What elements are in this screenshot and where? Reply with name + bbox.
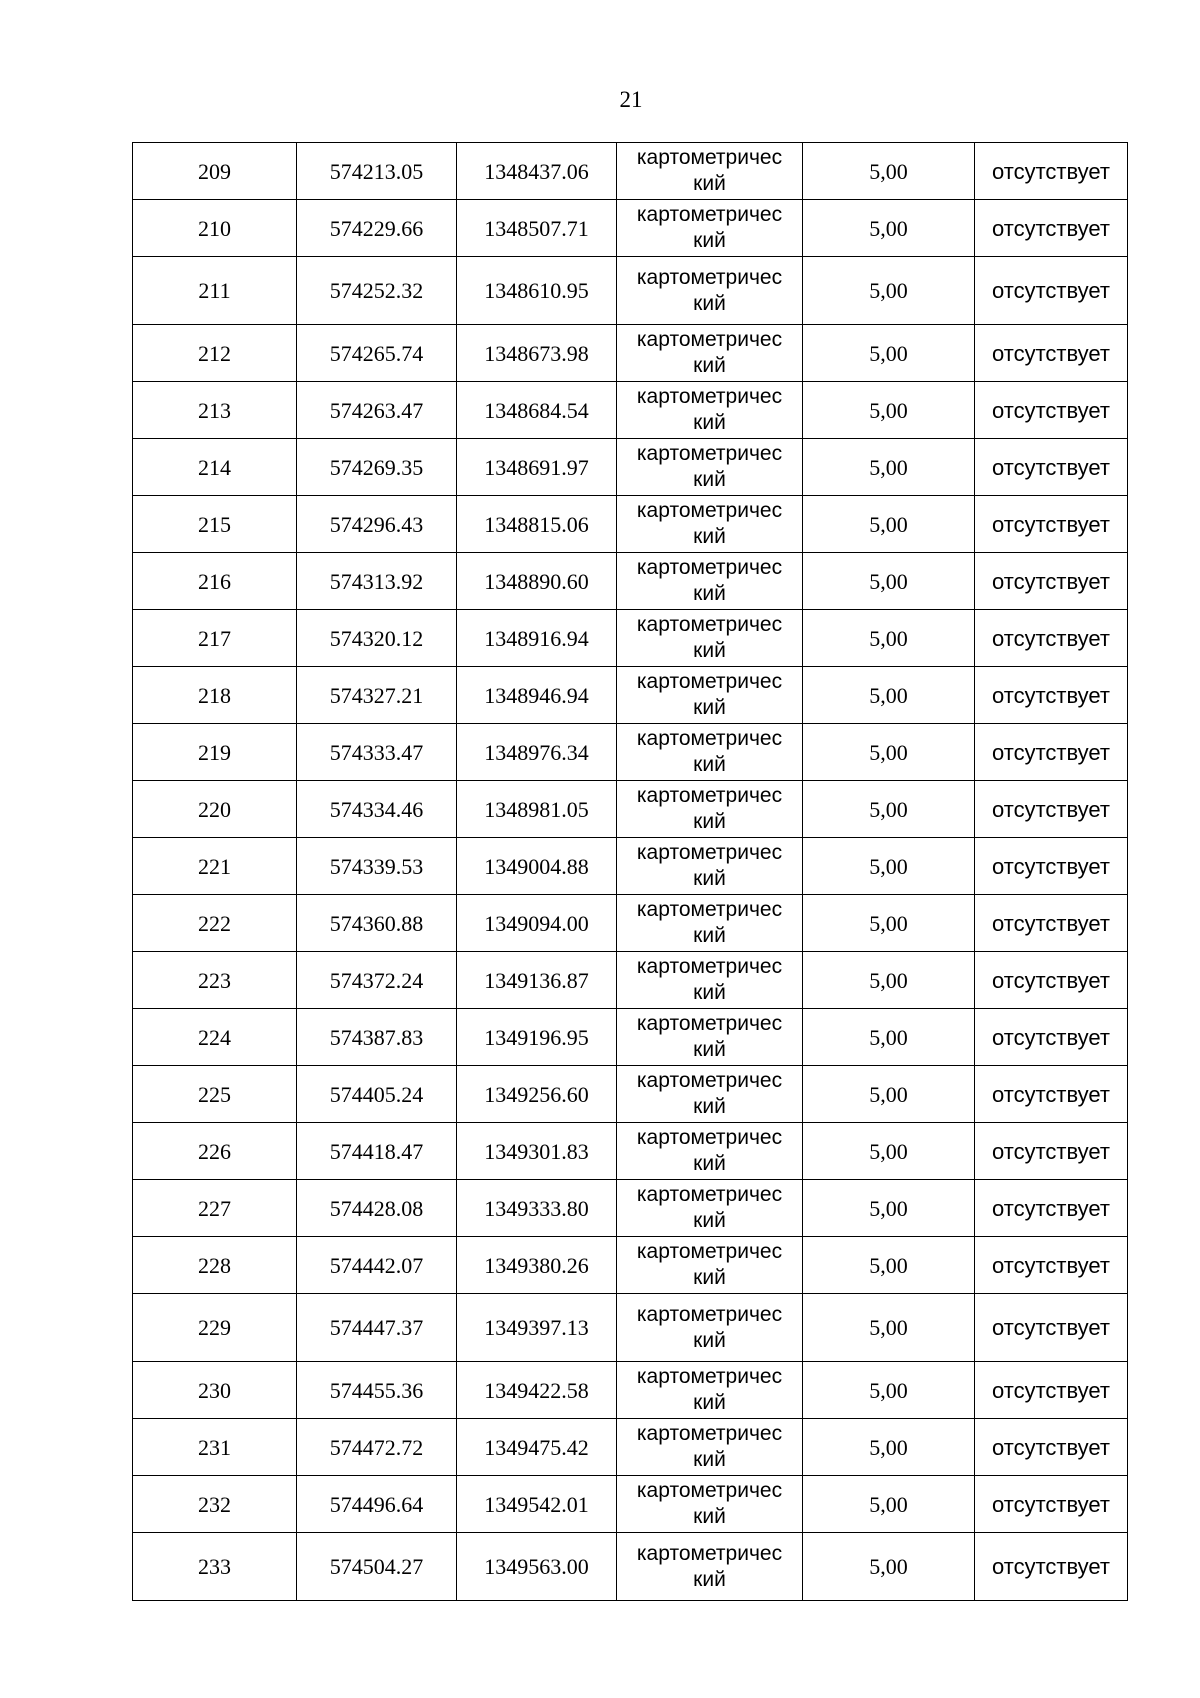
table-row <box>133 1533 1128 1601</box>
point-number-cell: 225 <box>133 1066 297 1123</box>
method-cell <box>617 439 803 496</box>
method-line-1: картометричес <box>636 328 783 351</box>
description-cell: отсутствует <box>975 1362 1128 1419</box>
coord-x-cell: 574269.35 <box>297 439 457 496</box>
method-cell <box>617 1180 803 1237</box>
point-number-cell: 230 <box>133 1362 297 1419</box>
accuracy-cell: 5,00 <box>803 553 975 610</box>
method-cell <box>617 1066 803 1123</box>
method-line-2: кий <box>693 1095 726 1118</box>
coord-y-cell: 1348815.06 <box>457 496 617 553</box>
method-line-1: картометричес <box>636 203 783 226</box>
point-number-cell: 219 <box>133 724 297 781</box>
method-cell <box>617 325 803 382</box>
method-line-2: кий <box>693 229 726 252</box>
point-number-cell: 226 <box>133 1123 297 1180</box>
method-line-2: кий <box>693 354 726 377</box>
method-line-2: кий <box>693 1209 726 1232</box>
accuracy-cell: 5,00 <box>803 895 975 952</box>
coord-x-cell: 574447.37 <box>297 1294 457 1362</box>
description-cell: отсутствует <box>975 838 1128 895</box>
method-line-2: кий <box>693 981 726 1004</box>
description-cell: отсутствует <box>975 895 1128 952</box>
method-line-1: картометричес <box>636 1302 783 1326</box>
method-line-1: картометричес <box>636 898 783 921</box>
method-cell <box>617 553 803 610</box>
accuracy-cell: 5,00 <box>803 781 975 838</box>
point-number-cell: 215 <box>133 496 297 553</box>
coord-x-cell: 574504.27 <box>297 1533 457 1601</box>
method-line-2: кий <box>693 1391 726 1414</box>
coord-x-cell: 574229.66 <box>297 200 457 257</box>
coord-y-cell: 1348684.54 <box>457 382 617 439</box>
table-row <box>133 1419 1128 1476</box>
accuracy-cell: 5,00 <box>803 382 975 439</box>
coord-x-cell: 574418.47 <box>297 1123 457 1180</box>
method-cell <box>617 200 803 257</box>
coord-y-cell: 1349422.58 <box>457 1362 617 1419</box>
description-cell: отсутствует <box>975 496 1128 553</box>
method-line-2: кий <box>693 525 726 548</box>
accuracy-cell: 5,00 <box>803 1123 975 1180</box>
coord-x-cell: 574428.08 <box>297 1180 457 1237</box>
coordinates-table-body <box>133 143 1128 1601</box>
point-number-cell: 214 <box>133 439 297 496</box>
coord-x-cell: 574405.24 <box>297 1066 457 1123</box>
coord-y-cell: 1348691.97 <box>457 439 617 496</box>
point-number-cell: 222 <box>133 895 297 952</box>
coord-y-cell: 1349136.87 <box>457 952 617 1009</box>
coordinates-table <box>132 142 1128 1601</box>
coord-x-cell: 574320.12 <box>297 610 457 667</box>
table-row <box>133 781 1128 838</box>
method-cell <box>617 667 803 724</box>
coord-x-cell: 574333.47 <box>297 724 457 781</box>
method-line-1: картометричес <box>636 1240 783 1263</box>
coord-y-cell: 1348976.34 <box>457 724 617 781</box>
method-line-1: картометричес <box>636 1365 783 1388</box>
accuracy-cell: 5,00 <box>803 496 975 553</box>
coord-y-cell: 1349301.83 <box>457 1123 617 1180</box>
accuracy-cell: 5,00 <box>803 724 975 781</box>
method-line-1: картометричес <box>636 841 783 864</box>
table-row <box>133 553 1128 610</box>
table-row <box>133 1237 1128 1294</box>
table-row <box>133 143 1128 200</box>
description-cell: отсутствует <box>975 1237 1128 1294</box>
accuracy-cell: 5,00 <box>803 1294 975 1362</box>
method-line-2: кий <box>693 1328 726 1352</box>
coord-x-cell: 574252.32 <box>297 257 457 325</box>
coord-y-cell: 1349475.42 <box>457 1419 617 1476</box>
accuracy-cell: 5,00 <box>803 143 975 200</box>
point-number-cell: 216 <box>133 553 297 610</box>
method-cell <box>617 496 803 553</box>
method-line-2: кий <box>693 810 726 833</box>
description-cell: отсутствует <box>975 1294 1128 1362</box>
coord-y-cell: 1349094.00 <box>457 895 617 952</box>
method-line-1: картометричес <box>636 265 783 289</box>
accuracy-cell: 5,00 <box>803 200 975 257</box>
description-cell: отсутствует <box>975 667 1128 724</box>
accuracy-cell: 5,00 <box>803 325 975 382</box>
coord-y-cell: 1349333.80 <box>457 1180 617 1237</box>
description-cell: отсутствует <box>975 781 1128 838</box>
method-cell <box>617 1476 803 1533</box>
coord-y-cell: 1349256.60 <box>457 1066 617 1123</box>
coord-y-cell: 1349196.95 <box>457 1009 617 1066</box>
coord-y-cell: 1348916.94 <box>457 610 617 667</box>
accuracy-cell: 5,00 <box>803 667 975 724</box>
accuracy-cell: 5,00 <box>803 1237 975 1294</box>
description-cell: отсутствует <box>975 1533 1128 1601</box>
method-cell <box>617 1533 803 1601</box>
coord-x-cell: 574372.24 <box>297 952 457 1009</box>
description-cell: отсутствует <box>975 200 1128 257</box>
description-cell: отсутствует <box>975 1066 1128 1123</box>
method-line-2: кий <box>693 1152 726 1175</box>
method-line-2: кий <box>693 753 726 776</box>
table-row <box>133 667 1128 724</box>
method-line-1: картометричес <box>636 670 783 693</box>
method-line-2: кий <box>693 1266 726 1289</box>
point-number-cell: 212 <box>133 325 297 382</box>
description-cell: отсутствует <box>975 325 1128 382</box>
table-row <box>133 1123 1128 1180</box>
method-cell <box>617 1294 803 1362</box>
point-number-cell: 211 <box>133 257 297 325</box>
table-row <box>133 724 1128 781</box>
point-number-cell: 228 <box>133 1237 297 1294</box>
method-line-1: картометричес <box>636 1541 783 1565</box>
accuracy-cell: 5,00 <box>803 1009 975 1066</box>
accuracy-cell: 5,00 <box>803 1066 975 1123</box>
point-number-cell: 229 <box>133 1294 297 1362</box>
method-line-2: кий <box>693 468 726 491</box>
point-number-cell: 221 <box>133 838 297 895</box>
method-line-1: картометричес <box>636 613 783 636</box>
description-cell: отсутствует <box>975 1419 1128 1476</box>
method-line-1: картометричес <box>636 1069 783 1092</box>
method-cell <box>617 1362 803 1419</box>
table-row <box>133 952 1128 1009</box>
coord-y-cell: 1348981.05 <box>457 781 617 838</box>
point-number-cell: 213 <box>133 382 297 439</box>
description-cell: отсутствует <box>975 952 1128 1009</box>
coord-y-cell: 1348610.95 <box>457 257 617 325</box>
point-number-cell: 224 <box>133 1009 297 1066</box>
table-row <box>133 895 1128 952</box>
method-cell <box>617 1237 803 1294</box>
method-line-1: картометричес <box>636 1012 783 1035</box>
table-row <box>133 1362 1128 1419</box>
coord-x-cell: 574265.74 <box>297 325 457 382</box>
table-row <box>133 1476 1128 1533</box>
coord-x-cell: 574455.36 <box>297 1362 457 1419</box>
method-cell <box>617 382 803 439</box>
table-row <box>133 439 1128 496</box>
description-cell: отсутствует <box>975 257 1128 325</box>
method-line-2: кий <box>693 924 726 947</box>
method-line-1: картометричес <box>636 784 783 807</box>
accuracy-cell: 5,00 <box>803 610 975 667</box>
method-line-2: кий <box>693 291 726 315</box>
method-line-1: картометричес <box>636 1126 783 1149</box>
accuracy-cell: 5,00 <box>803 439 975 496</box>
table-row <box>133 1180 1128 1237</box>
coord-x-cell: 574313.92 <box>297 553 457 610</box>
table-row <box>133 382 1128 439</box>
method-line-2: кий <box>693 696 726 719</box>
coord-x-cell: 574496.64 <box>297 1476 457 1533</box>
coord-y-cell: 1348437.06 <box>457 143 617 200</box>
description-cell: отсутствует <box>975 553 1128 610</box>
point-number-cell: 227 <box>133 1180 297 1237</box>
accuracy-cell: 5,00 <box>803 257 975 325</box>
method-line-2: кий <box>693 172 726 195</box>
coord-y-cell: 1348946.94 <box>457 667 617 724</box>
coord-y-cell: 1348507.71 <box>457 200 617 257</box>
description-cell: отсутствует <box>975 143 1128 200</box>
method-cell <box>617 952 803 1009</box>
method-line-2: кий <box>693 1567 726 1591</box>
table-row <box>133 1294 1128 1362</box>
accuracy-cell: 5,00 <box>803 952 975 1009</box>
description-cell: отсутствует <box>975 439 1128 496</box>
method-line-1: картометричес <box>636 1479 783 1502</box>
method-cell <box>617 1123 803 1180</box>
method-cell <box>617 1009 803 1066</box>
point-number-cell: 233 <box>133 1533 297 1601</box>
table-row <box>133 200 1128 257</box>
coord-y-cell: 1348673.98 <box>457 325 617 382</box>
method-cell <box>617 1419 803 1476</box>
description-cell: отсутствует <box>975 382 1128 439</box>
coord-x-cell: 574442.07 <box>297 1237 457 1294</box>
description-cell: отсутствует <box>975 1123 1128 1180</box>
method-line-1: картометричес <box>636 499 783 522</box>
method-cell <box>617 143 803 200</box>
coord-x-cell: 574296.43 <box>297 496 457 553</box>
coord-x-cell: 574387.83 <box>297 1009 457 1066</box>
coord-x-cell: 574472.72 <box>297 1419 457 1476</box>
point-number-cell: 210 <box>133 200 297 257</box>
point-number-cell: 218 <box>133 667 297 724</box>
coord-x-cell: 574327.21 <box>297 667 457 724</box>
page-number: 21 <box>619 87 643 112</box>
method-line-1: картометричес <box>636 727 783 750</box>
point-number-cell: 223 <box>133 952 297 1009</box>
accuracy-cell: 5,00 <box>803 1362 975 1419</box>
coord-x-cell: 574263.47 <box>297 382 457 439</box>
method-cell <box>617 838 803 895</box>
method-line-1: картометричес <box>636 442 783 465</box>
method-line-1: картометричес <box>636 1183 783 1206</box>
coord-x-cell: 574339.53 <box>297 838 457 895</box>
accuracy-cell: 5,00 <box>803 1419 975 1476</box>
method-line-1: картометричес <box>636 146 783 169</box>
method-cell <box>617 257 803 325</box>
coord-y-cell: 1349397.13 <box>457 1294 617 1362</box>
method-cell <box>617 724 803 781</box>
coord-y-cell: 1349542.01 <box>457 1476 617 1533</box>
method-line-2: кий <box>693 1448 726 1471</box>
description-cell: отсутствует <box>975 1009 1128 1066</box>
accuracy-cell: 5,00 <box>803 838 975 895</box>
coord-y-cell: 1348890.60 <box>457 553 617 610</box>
point-number-cell: 220 <box>133 781 297 838</box>
table-row <box>133 1066 1128 1123</box>
table-row <box>133 1009 1128 1066</box>
coord-x-cell: 574360.88 <box>297 895 457 952</box>
method-line-2: кий <box>693 639 726 662</box>
method-line-2: кий <box>693 411 726 434</box>
table-row <box>133 610 1128 667</box>
table-row <box>133 838 1128 895</box>
description-cell: отсутствует <box>975 1180 1128 1237</box>
accuracy-cell: 5,00 <box>803 1533 975 1601</box>
coord-y-cell: 1349563.00 <box>457 1533 617 1601</box>
method-line-2: кий <box>693 1505 726 1528</box>
description-cell: отсутствует <box>975 610 1128 667</box>
point-number-cell: 217 <box>133 610 297 667</box>
coord-x-cell: 574213.05 <box>297 143 457 200</box>
accuracy-cell: 5,00 <box>803 1180 975 1237</box>
method-line-2: кий <box>693 1038 726 1061</box>
method-line-1: картометричес <box>636 385 783 408</box>
method-line-1: картометричес <box>636 955 783 978</box>
point-number-cell: 209 <box>133 143 297 200</box>
method-line-1: картометричес <box>636 1422 783 1445</box>
method-line-1: картометричес <box>636 556 783 579</box>
method-cell <box>617 610 803 667</box>
table-row <box>133 325 1128 382</box>
description-cell: отсутствует <box>975 1476 1128 1533</box>
table-row <box>133 257 1128 325</box>
method-cell <box>617 895 803 952</box>
point-number-cell: 231 <box>133 1419 297 1476</box>
method-line-2: кий <box>693 582 726 605</box>
accuracy-cell: 5,00 <box>803 1476 975 1533</box>
method-cell <box>617 781 803 838</box>
coord-x-cell: 574334.46 <box>297 781 457 838</box>
table-row <box>133 496 1128 553</box>
coord-y-cell: 1349004.88 <box>457 838 617 895</box>
description-cell: отсутствует <box>975 724 1128 781</box>
coord-y-cell: 1349380.26 <box>457 1237 617 1294</box>
method-line-2: кий <box>693 867 726 890</box>
point-number-cell: 232 <box>133 1476 297 1533</box>
